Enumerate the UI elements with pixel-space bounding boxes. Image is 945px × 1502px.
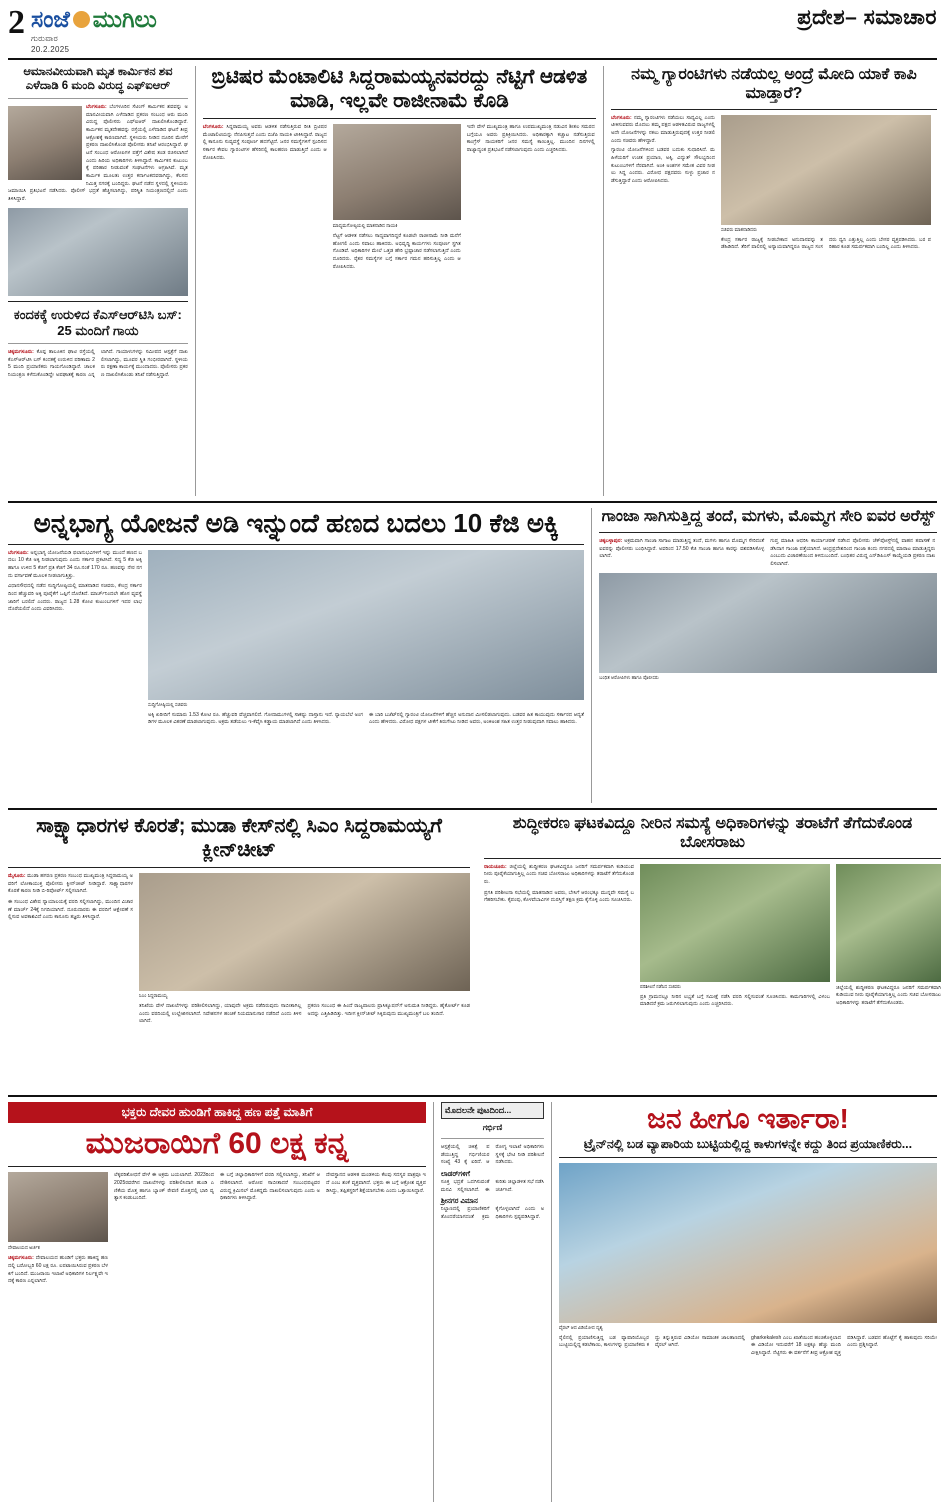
article-6-text-1: ಅಕ್ರಮವಾಗಿ ಗಾಂಜಾ ಸಾಗಾಟ ಮಾಡುತ್ತಿದ್ದ ತಂದೆ, ಮಗಳು ಹಾಗೂ ಮೊಮ್ಮಗ ಸೇರಿದಂತೆ ಐವರನ್ನು ಪೊಲೀಸರು ಬಂಧಿಸಿದ್ದಾರೆ. ಅವರಿಂದ 17.50 ಕೆಜಿ ಗಾಂಜಾ ಹಾಗೂ ಕಾರನ್ನು ವಶಪಡಿಸಿಕೊಳ್ಳಲಾಗಿದೆ. — [599, 537, 765, 560]
article-8-body-col1 — [484, 864, 634, 887]
article-9-text-2: ಲೆಕ್ಕಪರಿಶೋಧನೆ ವೇಳೆ ಈ ಅಕ್ರಮ ಬಯಲಾಗಿದೆ. 2023ರಿಂದ 2025ರವರೆಗಿನ ದಾಖಲೆಗಳನ್ನು ಪರಿಶೀಲಿಸಿದಾಗ ಹುಂಡಿ ಎಣಿಕೆಯ ಮೊತ್ತ ಹಾಗೂ ಬ್ಯಾಂಕ್ ಠೇವಣಿ ಮೊತ್ತದಲ್ಲಿ ಭಾರಿ ವ್ಯತ್ಯಾಸ ಕಂಡುಬಂದಿದೆ. — [114, 1172, 214, 1202]
article-4-headline: ಕಂದಕಕ್ಕೆ ಉರುಳಿದ ಕೆಎಸ್‌ಆರ್‌ಟಿಸಿ ಬಸ್: 25 ಮಂದಿಗೆ ಗಾಯ — [13, 307, 182, 338]
article-3-text-2: ಗ್ಯಾರಂಟಿ ಯೋಜನೆಗಳಿಂದ ಬಡವರ ಬದುಕು ಸುಧಾರಿಸಿದೆ. ಮಹಿಳೆಯರಿಗೆ ಉಚಿತ ಪ್ರಯಾಣ, ಅಕ್ಕಿ, ವಿದ್ಯುತ್ ಸೌಲಭ್ಯದಿಂದ ಕುಟುಂಬಗಳಿಗೆ ನೆರವಾಗಿದೆ. ಅಂಕಿ ಅಂಶಗಳ ಸಮೇತ ವಿವರ ನೀಡಲು ಸಿದ್ಧ ಎಂದರು. ವಿರೋಧ ಪಕ್ಷದವರು ಸುಳ್ಳು ಪ್ರಚಾರ ನಡೆಸುತ್ತಿದ್ದಾರೆ ಎಂದು ಆರೋಪಿಸಿದರು. — [610, 147, 715, 184]
article-11-subhead: ಟ್ರೈನ್‌ನಲ್ಲಿ ಬಡ ವ್ಯಾಪಾರಿಯ ಬುಟ್ಟಿಯಲ್ಲಿದ್ದ ಕಾಳುಗಳನ್ನೇ ಕದ್ದು ತಿಂದ ಪ್ರಯಾಣಿಕರು... — [583, 1137, 913, 1152]
article-5-headline: ಅನ್ನಭಾಗ್ಯ ಯೋಜನೆ ಅಡಿ ಇನ್ನುಂದೆ ಹಣದ ಬದಲು 10 ಕೆಜಿ ಅಕ್ಕಿ — [33, 508, 559, 538]
logo-row — [31, 6, 157, 33]
masthead-day: ಗುರುವಾರ — [31, 34, 59, 43]
article-7 — [8, 815, 470, 1090]
article-5-text-2: ವಿಧಾನಸೌಧದಲ್ಲಿ ನಡೆದ ಸುದ್ದಿಗೋಷ್ಠಿಯಲ್ಲಿ ಮಾತನಾಡಿದ ಸಚಿವರು, ಕೇಂದ್ರ ಸರ್ಕಾರದಿಂದ ಹೆಚ್ಚುವರಿ ಅಕ್ಕಿ ಪೂರೈಕೆಗೆ ಒಪ್ಪಿಗೆ ದೊರೆತಿದೆ. ಮಾರ್ಚ್‌ನಿಂದಲೇ ಹೊಸ ವ್ಯವಸ್ಥೆ ಜಾರಿಗೆ ಬರಲಿದೆ ಎಂದರು. ರಾಜ್ಯದ 1.28 ಕೋಟಿ ಕುಟುಂಬಗಳಿಗೆ ಇದರ ಲಾಭ ದೊರೆಯಲಿದೆ ಎಂದು ವಿವರಿಸಿದರು. — [8, 583, 142, 613]
article-8-text-2: ಪ್ರಗತಿ ಪರಿಶೀಲನಾ ಸಭೆಯಲ್ಲಿ ಮಾತನಾಡಿದ ಅವರು, ಬೇಸಿಗೆ ಆರಂಭಕ್ಕೂ ಮುನ್ನವೇ ಸಮಸ್ಯೆ ಬಗೆಹರಿಸಬೇಕು. ಕೈಪಂಪು, ಕೊಳವೆಬಾವಿಗಳ ದುರಸ್ತಿಗೆ ತಕ್ಷಣ ಕ್ರಮ ಕೈಗೊಳ್ಳಿ ಎಂದು ಸೂಚಿಸಿದರು. — [484, 889, 634, 904]
article-9-kicker: ಭಕ್ತರು ದೇವರ ಹುಂಡಿಗೆ ಹಾಕಿದ್ದ ಹಣ ಪತ್ತೆ ಮಾತಿಗೆ — [8, 1102, 426, 1123]
article-10-label: ಮೊದಲನೇ ಪುಟದಿಂದ... — [444, 1105, 512, 1115]
article-3-text-3: ಕೇಂದ್ರ ಸರ್ಕಾರ ರಾಜ್ಯಕ್ಕೆ ನೀಡಬೇಕಾದ ಅನುದಾನವನ್ನು ತಡೆಹಿಡಿದಿದೆ. ತೆರಿಗೆ ಪಾಲಿನಲ್ಲಿ ಅನ್ಯಾಯವಾಗಿದ್ದರೂ ರಾಜ್ಯದ ಸಂಸದರು ಧ್ವನಿ ಎತ್ತುತ್ತಿಲ್ಲ ಎಂದು ಬೇಸರ ವ್ಯಕ್ತಪಡಿಸಿದರು. ಬರ ಪರಿಹಾರ ಕೂಡ ಸಮರ್ಪಕವಾಗಿ ಬಂದಿಲ್ಲ ಎಂದು ತಿಳಿಸಿದರು. — [720, 236, 931, 251]
article-2-caption: ಮಾಧ್ಯಮಗೋಷ್ಠಿಯಲ್ಲಿ ಮಾತನಾಡಿದ ನಾಯಕಿ — [332, 223, 398, 229]
article-2-headline: ಬ್ರಿಟಿಷರ ಮೆಂಟಾಲಿಟಿ ಸಿದ್ದರಾಮಯ್ಯನವರದ್ದು ನೆಟ್ಟಿಗೆ ಆಡಳಿತ ಮಾಡಿ, ಇಲ್ಲವೇ ರಾಜೀನಾಮೆ ಕೊಡಿ — [211, 66, 588, 112]
article-9-text-4: ದೇವಸ್ಥಾನದ ಆಡಳಿತ ಮಂಡಳಿಯ ಕೆಲವು ಸದಸ್ಯರ ಪಾತ್ರವೂ ಇದೆ ಎಂಬ ಶಂಕೆ ವ್ಯಕ್ತವಾಗಿದೆ. ಭಕ್ತರು ಈ ಬಗ್ಗೆ ಆಕ್ರೋಶ ವ್ಯಕ್ತಪಡಿಸಿದ್ದು, ತಪ್ಪಿತಸ್ಥರಿಗೆ ಶಿಕ್ಷೆಯಾಗಬೇಕು ಎಂದು ಒತ್ತಾಯಿಸಿದ್ದಾರೆ. — [326, 1172, 426, 1194]
article-6 — [599, 508, 937, 803]
article-6-photo — [599, 573, 937, 673]
article-11-text-1 — [559, 1335, 745, 1358]
article-11-caption: ವೈರಲ್ ಆದ ವಿಡಿಯೋದ ದೃಶ್ಯ — [559, 1324, 603, 1330]
article-5-body-col1 — [8, 550, 142, 581]
article-8-dateline: ರಾಯಚೂರು: — [484, 863, 507, 870]
article-11-text-1-inner: ರೈಲಿನಲ್ಲಿ ಪ್ರಯಾಣಿಸುತ್ತಿದ್ದ ಬಡ ವ್ಯಾಪಾರಿಯೊಬ್ಬರ ಬುಟ್ಟಿಯಲ್ಲಿದ್ದ ಕಡಲೆಕಾಯಿ, ಕಾಳುಗಳನ್ನು ಪ್ರಯಾಣಿಕರು ಕದ್ದು ತಿನ್ನುತ್ತಿರುವ ವಿಡಿಯೋ ಸಾಮಾಜಿಕ ಜಾಲತಾಣದಲ್ಲಿ ವೈರಲ್ ಆಗಿದೆ. — [559, 1334, 745, 1349]
article-2-dateline: ಬೆಂಗಳೂರು: — [202, 124, 224, 131]
article-8-headline: ಶುದ್ಧೀಕರಣ ಘಟಕವಿದ್ದೂ ನೀರಿನ ಸಮಸ್ಯೆ ಅಧಿಕಾರಿಗಳನ್ನು ತರಾಟೆಗೆ ತೆಗೆದುಕೊಂಡ ಬೋಸರಾಜು — [512, 815, 913, 851]
column-left — [8, 66, 188, 496]
article-3-photo — [721, 115, 931, 225]
column-center — [203, 66, 596, 496]
article-10-sub2-title: ಲಾಡರ್‌ಗಳಿಗೆ — [440, 1170, 470, 1178]
article-8-text-3: ಪ್ರತಿ ಗ್ರಾಮದಲ್ಲೂ ನೀರಿನ ಲಭ್ಯತೆ ಬಗ್ಗೆ ಸಮೀಕ್ಷೆ ನಡೆಸಿ ವರದಿ ಸಲ್ಲಿಸುವಂತೆ ಸೂಚಿಸಿದರು. ಕಾಮಗಾರಿಗಳಲ್ಲಿ ವಿಳಂಬ ಮಾಡಿದರೆ ಕ್ರಮ ಜರುಗಿಸಲಾಗುವುದು ಎಂದು ಎಚ್ಚರಿಸಿದರು. — [640, 993, 830, 1008]
column-right — [611, 66, 937, 496]
article-11-headline: ಜನ ಹೀಗೂ ಇರ್ತಾರಾ! — [647, 1103, 849, 1134]
band-two — [8, 508, 937, 803]
article-6-body-col1 — [599, 538, 764, 569]
article-10-sub2-text: ಸೂಕ್ತ ಭದ್ರತೆ ಒದಗಿಸುವಂತೆ ಮನವಿ ಸಲ್ಲಿಸಲಾಗಿದೆ. ಈ ಕುರಿತು ಜಿಲ್ಲಾಡಳಿತ ಸಭೆ ನಡೆಸಿ ಚರ್ಚಿಸಿದೆ. — [440, 1178, 545, 1193]
page-number: 2 — [8, 4, 25, 41]
article-5-photo — [148, 550, 584, 700]
article-9 — [8, 1102, 426, 1502]
band-top — [8, 66, 937, 496]
article-3-body-col1 — [611, 115, 715, 146]
article-4-text: ಕೊಪ್ಪ ತಾಲೂಕಿನ ಘಾಟಿ ರಸ್ತೆಯಲ್ಲಿ ಕೆಎಸ್‌ಆರ್‌ಟಿಸಿ ಬಸ್ ಕಂದಕಕ್ಕೆ ಉರುಳಿದ ಪರಿಣಾಮ 25 ಮಂದಿ ಪ್ರಯಾಣಿಕರು ಗಾಯಗೊಂಡಿದ್ದಾರೆ. ಚಾಲಕ ನಿಯಂತ್ರಣ ಕಳೆದುಕೊಂಡಿದ್ದೇ ಅಪಘಾತಕ್ಕೆ ಕಾರಣ ಎನ್ನಲಾಗಿದೆ. ಗಾಯಾಳುಗಳನ್ನು ಸಮೀಪದ ಆಸ್ಪತ್ರೆಗೆ ದಾಖಲಿಸಲಾಗಿದ್ದು, ಮೂವರ ಸ್ಥಿತಿ ಗಂಭೀರವಾಗಿದೆ. ಸ್ಥಳೀಯರು ರಕ್ಷಣಾ ಕಾರ್ಯಕ್ಕೆ ಮುಂದಾದರು. ಪೊಲೀಸರು ಪ್ರಕರಣ ದಾಖಲಿಸಿಕೊಂಡು ತನಿಖೆ ನಡೆಸುತ್ತಿದ್ದಾರೆ. — [8, 349, 188, 379]
article-7-caption: ಸಿಎಂ ಸಿದ್ದರಾಮಯ್ಯ — [139, 993, 168, 999]
article-10-label-box — [441, 1102, 544, 1119]
article-5-dateline: ಬೆಂಗಳೂರು: — [8, 549, 29, 556]
article-2-text-1: ಸಿದ್ದರಾಮಯ್ಯ ಅವರು ಆಡಳಿತ ನಡೆಸುತ್ತಿರುವ ರೀತಿ ಬ್ರಿಟಿಷರ ಮೆಂಟಾಲಿಟಿಯನ್ನು ನೆನಪಿಸುತ್ತದೆ ಎಂದು ಬಿಜೆಪಿ ನಾಯಕಿ ಟೀಕಿಸಿದ್ದಾರೆ. ರಾಜ್ಯದಲ್ಲಿ ಕಾನೂನು ಸುವ್ಯವಸ್ಥೆ ಸಂಪೂರ್ಣ ಹದಗೆಟ್ಟಿದೆ. ಜನರ ಸಮಸ್ಯೆಗಳಿಗೆ ಸ್ಪಂದಿಸದ ಸರ್ಕಾರ ಕೇವಲ ಗ್ಯಾರಂಟಿಗಳ ಹೆಸರಿನಲ್ಲಿ ಕಾಲಹರಣ ಮಾಡುತ್ತಿದೆ ಎಂದು ಆರೋಪಿಸಿದರು. — [202, 124, 327, 161]
logo-word-1: ಸಂಜೆ — [31, 6, 70, 32]
article-1-dateline: ಬೆಂಗಳೂರು: — [86, 104, 107, 111]
article-4-body — [8, 349, 188, 380]
article-3-dateline: ಬೆಂಗಳೂರು: — [610, 114, 632, 121]
article-8 — [484, 815, 941, 1090]
logo-word-2: ಮುಗಿಲು — [92, 6, 157, 32]
article-2-text-2: ನೆಟ್ಟಗೆ ಆಡಳಿತ ನಡೆಸಲು ಸಾಧ್ಯವಾಗದಿದ್ದರೆ ಕೂಡಲೇ ರಾಜೀನಾಮೆ ನೀಡಿ ಮನೆಗೆ ಹೋಗಲಿ ಎಂದು ಸವಾಲು ಹಾಕಿದರು. ಅಭಿವೃದ್ಧಿ ಕಾರ್ಯಗಳು ಸಂಪೂರ್ಣ ಸ್ಥಗಿತಗೊಂಡಿವೆ. ಅಧಿಕಾರಿಗಳ ಮೇಲೆ ಒತ್ತಡ ಹೇರಿ ಭ್ರಷ್ಟಾಚಾರ ನಡೆಸಲಾಗುತ್ತಿದೆ ಎಂದು ದೂರಿದರು. ರೈತರ ಸಮಸ್ಯೆಗಳ ಬಗ್ಗೆ ಸರ್ಕಾರ ಗಮನ ಹರಿಸುತ್ತಿಲ್ಲ ಎಂದು ಆರೋಪಿಸಿದರು. — [332, 233, 461, 270]
article-2-text-3: ಇದೇ ವೇಳೆ ಮುಖ್ಯಮಂತ್ರಿ ಹಾಗೂ ಉಪಮುಖ್ಯಮಂತ್ರಿ ನಡುವಿನ ಶೀತಲ ಸಮರದ ಬಗ್ಗೆಯೂ ಅವರು ಪ್ರತಿಕ್ರಿಯಿಸಿದರು. ಅಧಿಕಾರಕ್ಕಾಗಿ ಕಚ್ಚಾಟ ನಡೆಸುತ್ತಿರುವ ಕಾಂಗ್ರೆಸ್ ನಾಯಕರಿಗೆ ಜನರ ಸಮಸ್ಯೆ ಕಾಣುತ್ತಿಲ್ಲ. ಮುಂದಿನ ದಿನಗಳಲ್ಲಿ ರಾಜ್ಯಾದ್ಯಂತ ಪ್ರತಿಭಟನೆ ನಡೆಸಲಾಗುವುದು ಎಂದು ಎಚ್ಚರಿಸಿದರು. — [466, 124, 595, 154]
article-9-caption: ದೇವಾಲಯದ ಅರ್ಚಕ — [8, 1245, 40, 1251]
article-5-text-1: ಅನ್ನಭಾಗ್ಯ ಯೋಜನೆಯಡಿ ಫಲಾನುಭವಿಗಳಿಗೆ ಇನ್ನು ಮುಂದೆ ಹಣದ ಬದಲು 10 ಕೆಜಿ ಅಕ್ಕಿ ನೀಡಲಾಗುವುದು ಎಂದು ಸರ್ಕಾರ ಪ್ರಕಟಿಸಿದೆ. ಸದ್ಯ 5 ಕೆಜಿ ಅಕ್ಕಿ ಹಾಗೂ ಉಳಿದ 5 ಕೆಜಿಗೆ ಪ್ರತಿ ಕೆಜಿಗೆ 34 ರೂ.ನಂತೆ 170 ರೂ. ಹಣವನ್ನು ನೇರ ನಗದು ವರ್ಗಾವಣೆ ಮೂಲಕ ನೀಡಲಾಗುತ್ತಿತ್ತು. — [8, 549, 142, 579]
article-7-text-1: ಮುಡಾ ಹಗರಣ ಪ್ರಕರಣ ಸಂಬಂಧ ಮುಖ್ಯಮಂತ್ರಿ ಸಿದ್ದರಾಮಯ್ಯ ಅವರಿಗೆ ಲೋಕಾಯುಕ್ತ ಪೊಲೀಸರು ಕ್ಲೀನ್‌ಚೀಟ್ ನೀಡಿದ್ದಾರೆ. ಸಾಕ್ಷ್ಯಾಧಾರಗಳ ಕೊರತೆ ಕಾರಣ ನೀಡಿ ಬಿ-ರಿಪೋರ್ಟ್ ಸಲ್ಲಿಸಲಾಗಿದೆ. — [8, 873, 133, 895]
masthead — [8, 6, 937, 60]
masthead-date: 20.2.2025 — [31, 45, 70, 54]
article-10-sub1-text: ಆಸ್ಪತ್ರೆಯಲ್ಲಿ ಚಿಕಿತ್ಸೆ ಪಡೆಯುತ್ತಿದ್ದ ಗರ್ಭಿಣಿಯರ ಸಂಖ್ಯೆ 43 ಕ್ಕೆ ಏರಿದೆ. ಆರೋಗ್ಯ ಇಲಾಖೆ ಅಧಿಕಾರಿಗಳು ಸ್ಥಳಕ್ಕೆ ಭೇಟಿ ನೀಡಿ ಪರಿಶೀಲನೆ ನಡೆಸಿದರು. — [440, 1144, 545, 1166]
sun-icon — [73, 11, 90, 28]
band-four — [8, 1102, 937, 1502]
article-8-caption: ಪರಿಶೀಲನೆ ನಡೆಸಿದ ಸಚಿವರು — [640, 983, 681, 989]
article-3-text-1: ನಮ್ಮ ಗ್ಯಾರಂಟಿಗಳು ನಡೆಯಲು ಸಾಧ್ಯವಿಲ್ಲ ಎಂದು ಟೀಕಿಸುವವರು ಮೊದಲು ತಮ್ಮ ಪಕ್ಷದ ಆಡಳಿತವಿರುವ ರಾಜ್ಯಗಳಲ್ಲಿ ಅದೇ ಯೋಜನೆಗಳನ್ನು ನಕಲು ಮಾಡುತ್ತಿರುವುದಕ್ಕೆ ಉತ್ತರ ನೀಡಲಿ ಎಂದು ಸಚಿವರು ಹೇಳಿದ್ದಾರೆ. — [610, 114, 715, 144]
article-1-photo — [8, 106, 82, 180]
article-7-body-col1 — [8, 873, 133, 896]
article-3-headline: ನಮ್ಮ ಗ್ಯಾರಂಟಿಗಳು ನಡೆಯಲ್ಲ ಅಂದ್ರೆ ಮೋದಿ ಯಾಕೆ ಕಾಪಿ ಮಾಡ್ತಾರೆ? — [631, 66, 917, 102]
article-11 — [559, 1102, 937, 1502]
logo — [31, 6, 157, 54]
article-9-headline: ಮುಜರಾಯಿಗೆ 60 ಲಕ್ಷ ಕನ್ನ — [85, 1127, 349, 1160]
article-8-text-1: ಜಿಲ್ಲೆಯಲ್ಲಿ ಶುದ್ಧೀಕರಣ ಘಟಕವಿದ್ದರೂ ಜನರಿಗೆ ಸಮರ್ಪಕವಾಗಿ ಕುಡಿಯುವ ನೀರು ಪೂರೈಕೆಯಾಗುತ್ತಿಲ್ಲ ಎಂದು ಸಚಿವ ಬೋಸರಾಜು ಅಧಿಕಾರಿಗಳನ್ನು ತರಾಟೆಗೆ ತೆಗೆದುಕೊಂಡರು. — [484, 863, 634, 886]
article-7-text-3: ತನಿಖೆಯ ವೇಳೆ ದಾಖಲೆಗಳನ್ನು ಪರಿಶೀಲಿಸಲಾಗಿದ್ದು, ಯಾವುದೇ ಅಕ್ರಮ ನಡೆದಿರುವುದು ಸಾಬೀತಾಗಿಲ್ಲ ಎಂದು ವರದಿಯಲ್ಲಿ ಉಲ್ಲೇಖಿಸಲಾಗಿದೆ. ನಿವೇಶನಗಳ ಹಂಚಿಕೆ ನಿಯಮಾನುಸಾರ ನಡೆದಿದೆ ಎಂದು ತಿಳಿಸಲಾಗಿದೆ. — [139, 1003, 302, 1025]
article-10 — [441, 1102, 544, 1502]
article-1-headline: ಆಮಾನವೀಯವಾಗಿ ಮೃತ ಕಾರ್ಮಿಕನ ಶವ ಎಳೆದಾಡಿ 6 ಮಂದಿ ವಿರುದ್ಧ ಎಫ್‌ಐಆರ್ — [23, 66, 173, 92]
article-7-text-2: ಈ ಸಂಬಂಧ ವಿಶೇಷ ನ್ಯಾಯಾಲಯಕ್ಕೆ ವರದಿ ಸಲ್ಲಿಸಲಾಗಿದ್ದು, ಮುಂದಿನ ವಿಚಾರಣೆ ಮಾರ್ಚ್ 24ಕ್ಕೆ ನಿಗದಿಯಾಗಿದೆ. ದೂರುದಾರರು ಈ ವರದಿಗೆ ಆಕ್ಷೇಪಣೆ ಸಲ್ಲಿಸುವ ಅವಕಾಶವಿದೆ ಎಂದು ಕಾನೂನು ತಜ್ಞರು ತಿಳಿಸಿದ್ದಾರೆ. — [8, 899, 133, 921]
article-9-dateline: ಚಿಕ್ಕಮಗಳೂರು: — [8, 1255, 34, 1262]
article-6-dateline: ಚಿಕ್ಕಬಳ್ಳಾಪುರ: — [599, 537, 623, 544]
article-6-caption: ಬಂಧಿತ ಆರೋಪಿಗಳು ಹಾಗೂ ಪೊಲೀಸರು — [599, 675, 659, 681]
article-5-text-3: ಅಕ್ಕಿ ಖರೀದಿಗೆ ಸುಮಾರು 1.53 ಕೋಟಿ ರೂ. ಹೆಚ್ಚುವರಿ ವೆಚ್ಚವಾಗಲಿದೆ. ಗೋದಾಮುಗಳಲ್ಲಿ ಸಾಕಷ್ಟು ದಾಸ್ತಾನು ಇದೆ. ನ್ಯಾಯಬೆಲೆ ಅಂಗಡಿಗಳ ಮೂಲಕ ವಿತರಣೆ ಮಾಡಲಾಗುವುದು. ಅಕ್ರಮ ತಡೆಯಲು ಇ-ಕೆವೈಸಿ ಕಡ್ಡಾಯ ಮಾಡಲಾಗಿದೆ ಎಂದು ತಿಳಿಸಿದರು. — [148, 711, 363, 726]
article-9-text-1: ದೇವಾಲಯದ ಹುಂಡಿಗೆ ಭಕ್ತರು ಹಾಕಿದ್ದ ಹಣದಲ್ಲಿ ಬರೋಬ್ಬರಿ 60 ಲಕ್ಷ ರೂ. ಲಪಟಾಯಿಸಿರುವ ಪ್ರಕರಣ ಬೆಳಕಿಗೆ ಬಂದಿದೆ. ಮುಜರಾಯಿ ಇಲಾಖೆ ಅಧಿಕಾರಿಗಳ ನಿರ್ಲಕ್ಷ್ಯವೇ ಇದಕ್ಕೆ ಕಾರಣ ಎನ್ನಲಾಗಿದೆ. — [8, 1255, 108, 1285]
article-10-sub3-text: ನಿಲ್ದಾಣದಲ್ಲಿ ಪ್ರಯಾಣಿಕರಿಗೆ ತೊಂದರೆಯಾಗದಂತೆ ಕ್ರಮ ಕೈಗೊಳ್ಳಲಾಗಿದೆ ಎಂದು ಅಧಿಕಾರಿಗಳು ಸ್ಪಷ್ಟಪಡಿಸಿದ್ದಾರೆ. — [440, 1206, 545, 1220]
article-1-text: ಬೆಂಗಳೂರಿನ ಸೆಟಿಂಗ್ ಕಾರ್ಮಿಕನ ಶವವನ್ನು ಅಮಾನವೀಯವಾಗಿ ಎಳೆದಾಡಿದ ಪ್ರಕರಣ ಸಂಬಂಧ ಆರು ಮಂದಿ ವಿರುದ್ಧ ಪೊಲೀಸರು ಎಫ್‌ಐಆರ್ ದಾಖಲಿಸಿಕೊಂಡಿದ್ದಾರೆ. ಕಾರ್ಮಿಕನ ಮೃತದೇಹವನ್ನು ರಸ್ತೆಯಲ್ಲಿ ಎಳೆದಾಡಿದ ಘಟನೆ ತೀವ್ರ ಆಕ್ರೋಶಕ್ಕೆ ಕಾರಣವಾಗಿದೆ. ಸ್ಥಳೀಯರು ನೀಡಿದ ದೂರಿನ ಮೇರೆಗೆ ಪ್ರಕರಣ ದಾಖಲಿಸಿಕೊಂಡ ಪೊಲೀಸರು ತನಿಖೆ ಆರಂಭಿಸಿದ್ದಾರೆ. ಘಟನೆ ಸಂಬಂಧ ಆರೋಪಿಗಳ ಪತ್ತೆಗೆ ವಿಶೇಷ ತಂಡ ರಚಿಸಲಾಗಿದೆ ಎಂದು ಹಿರಿಯ ಅಧಿಕಾರಿಗಳು ತಿಳಿಸಿದ್ದಾರೆ. ಕಾರ್ಮಿಕನ ಕುಟುಂಬಕ್ಕೆ ಪರಿಹಾರ ನೀಡುವಂತೆ ಸಂಘಟನೆಗಳು ಆಗ್ರಹಿಸಿವೆ. ಮೃತ ಕಾರ್ಮಿಕ ಮೂಲತಃ ಉತ್ತರ ಕರ್ನಾಟಕದವರಾಗಿದ್ದು, ಕೆಲಸದ ನಿಮಿತ್ತ ನಗರಕ್ಕೆ ಬಂದಿದ್ದರು. ಘಟನೆ ನಡೆದ ಸ್ಥಳದಲ್ಲಿ ಸ್ಥಳೀಯರು ಜಮಾಯಿಸಿ ಪ್ರತಿಭಟನೆ ನಡೆಸಿದರು. ಪೊಲೀಸ್ ಭದ್ರತೆ ಹೆಚ್ಚಿಸಲಾಗಿದ್ದು, ಪರಿಸ್ಥಿತಿ ನಿಯಂತ್ರಣದಲ್ಲಿದೆ ಎಂದು ತಿಳಿಸಿದ್ದಾರೆ. — [8, 104, 188, 202]
article-8-photo — [640, 864, 830, 982]
section-title: ಪ್ರದೇಶ– ಸಮಾಚಾರ — [797, 6, 937, 29]
article-2-body-col1 — [203, 124, 327, 162]
article-9-photo — [8, 1172, 108, 1242]
article-10-sub1-title: ಗರ್ಭಿಣಿ — [482, 1123, 503, 1132]
band-three — [8, 815, 941, 1090]
article-3-caption: ಸಚಿವರು ಮಾತನಾಡಿದರು — [720, 226, 757, 232]
article-5-text-4: ಈ ಬಾರಿ ಬಜೆಟ್‌ನಲ್ಲಿ ಗ್ಯಾರಂಟಿ ಯೋಜನೆಗಳಿಗೆ ಹೆಚ್ಚಿನ ಅನುದಾನ ಮೀಸಲಿಡಲಾಗುವುದು. ಬಡವರ ಹಿತ ಕಾಯುವುದು ಸರ್ಕಾರದ ಆದ್ಯತೆ ಎಂದು ಹೇಳಿದರು. ವಿರೋಧ ಪಕ್ಷಗಳ ಟೀಕೆಗೆ ತಿರುಗೇಟು ನೀಡಿದ ಅವರು, ಅಂಕಿಅಂಶ ಸಹಿತ ಉತ್ತರ ನೀಡುವುದಾಗಿ ಸವಾಲು ಹಾಕಿದರು. — [369, 711, 584, 726]
masthead-left — [8, 6, 157, 54]
article-7-text-4: ಪ್ರಕರಣ ಸಂಬಂಧ ಈ ಹಿಂದೆ ರಾಜ್ಯಪಾಲರು ಪ್ರಾಸಿಕ್ಯೂಷನ್‌ಗೆ ಅನುಮತಿ ನೀಡಿದ್ದರು. ಹೈಕೋರ್ಟ್ ಕೂಡ ಅದನ್ನು ಎತ್ತಿಹಿಡಿದಿತ್ತು. ಇದೀಗ ಕ್ಲೀನ್‌ಚೀಟ್ ಸಿಕ್ಕಿರುವುದು ಮುಖ್ಯಮಂತ್ರಿಗೆ ಬಲ ತಂದಿದೆ. — [307, 1003, 470, 1017]
article-7-headline: ಸಾಕ್ಷ್ಯಾಧಾರಗಳ ಕೊರತೆ; ಮುಡಾ ಕೇಸ್‌ನಲ್ಲಿ ಸಿಎಂ ಸಿದ್ದರಾಮಯ್ಯಗೆ ಕ್ಲೀನ್‌ಚೀಟ್ — [36, 815, 442, 861]
article-7-photo — [139, 873, 470, 991]
article-10-sub3-title: ಶ್ರೀನಗರ ವಿಮಾನ — [440, 1198, 478, 1206]
article-6-text-2: ಗುಪ್ತ ಮಾಹಿತಿ ಆಧರಿಸಿ ಕಾರ್ಯಾಚರಣೆ ನಡೆಸಿದ ಪೊಲೀಸರು ಚೆಕ್‌ಪೋಸ್ಟ್‌ನಲ್ಲಿ ವಾಹನ ತಪಾಸಣೆ ನಡೆಸಿದಾಗ ಗಾಂಜಾ ಪತ್ತೆಯಾಗಿದೆ. ಆಂಧ್ರಪ್ರದೇಶದಿಂದ ಗಾಂಜಾ ತಂದು ನಗರದಲ್ಲಿ ಮಾರಾಟ ಮಾಡುತ್ತಿದ್ದರು ಎಂಬುದು ವಿಚಾರಣೆಯಿಂದ ತಿಳಿದುಬಂದಿದೆ. ಬಂಧಿತರ ವಿರುದ್ಧ ಎನ್‌ಡಿಪಿಎಸ್ ಕಾಯ್ದೆಯಡಿ ಪ್ರಕರಣ ದಾಖಲಿಸಲಾಗಿದೆ. — [770, 537, 936, 567]
masthead-right — [797, 6, 937, 30]
article-8-photo-2 — [836, 864, 941, 982]
article-9-body-col1 — [8, 1255, 108, 1286]
article-4-photo — [8, 208, 188, 296]
article-6-headline: ಗಾಂಜಾ ಸಾಗಿಸುತ್ತಿದ್ದ ತಂದೆ, ಮಗಳು, ಮೊಮ್ಮಗ ಸೇರಿ ಐವರ ಅರೆಸ್ಟ್ — [601, 508, 935, 525]
article-5 — [8, 508, 584, 803]
article-2-photo — [333, 124, 461, 220]
article-9-text-3: ಈ ಬಗ್ಗೆ ಜಿಲ್ಲಾಧಿಕಾರಿಗಳಿಗೆ ವರದಿ ಸಲ್ಲಿಸಲಾಗಿದ್ದು, ತನಿಖೆಗೆ ಆದೇಶಿಸಲಾಗಿದೆ. ಆರೋಪ ಸಾಬೀತಾದರೆ ಸಂಬಂಧಪಟ್ಟವರ ವಿರುದ್ಧ ಕ್ರಿಮಿನಲ್ ಮೊಕದ್ದಮೆ ದಾಖಲಿಸಲಾಗುವುದು ಎಂದು ಅಧಿಕಾರಿಗಳು ತಿಳಿಸಿದ್ದಾರೆ. — [220, 1172, 320, 1202]
article-5-caption: ಸುದ್ದಿಗೋಷ್ಠಿಯಲ್ಲಿ ಸಚಿವರು — [148, 701, 188, 707]
article-4-dateline: ಚಿಕ್ಕಮಗಳೂರು: — [8, 349, 34, 356]
article-11-photo — [559, 1163, 937, 1323]
article-8-text-4: ಜಿಲ್ಲೆಯಲ್ಲಿ ಶುದ್ಧೀಕರಣ ಘಟಕವಿದ್ದರೂ ಜನರಿಗೆ ಸಮರ್ಪಕವಾಗಿ ಕುಡಿಯುವ ನೀರು ಪೂರೈಕೆಯಾಗುತ್ತಿಲ್ಲ ಎಂದು ಸಚಿವ ಬೋಸರಾಜು ಅಧಿಕಾರಿಗಳನ್ನು ತರಾಟೆಗೆ ತೆಗೆದುಕೊಂಡರು. — [836, 984, 941, 1007]
article-11-text-2: gharkekalesh ಎಂಬ ಖಾತೆಯಿಂದ ಹಂಚಿಕೊಳ್ಳಲಾದ ಈ ವಿಡಿಯೋ ಇದುವರೆಗೆ 18 ಲಕ್ಷಕ್ಕೂ ಹೆಚ್ಚು ಮಂದಿ ವೀಕ್ಷಿಸಿದ್ದಾರೆ. ನೆಟ್ಟಿಗರು ಈ ವರ್ತನೆಗೆ ತೀವ್ರ ಆಕ್ರೋಶ ವ್ಯಕ್ತಪಡಿಸಿದ್ದಾರೆ. ಬಡವನ ಹೊಟ್ಟೆಗೆ ಕೈ ಹಾಕುವುದು ಸರಿಯೇ ಎಂದು ಪ್ರಶ್ನಿಸಿದ್ದಾರೆ. — [751, 1334, 937, 1356]
article-7-dateline: ಮೈಸೂರು: — [8, 873, 26, 880]
